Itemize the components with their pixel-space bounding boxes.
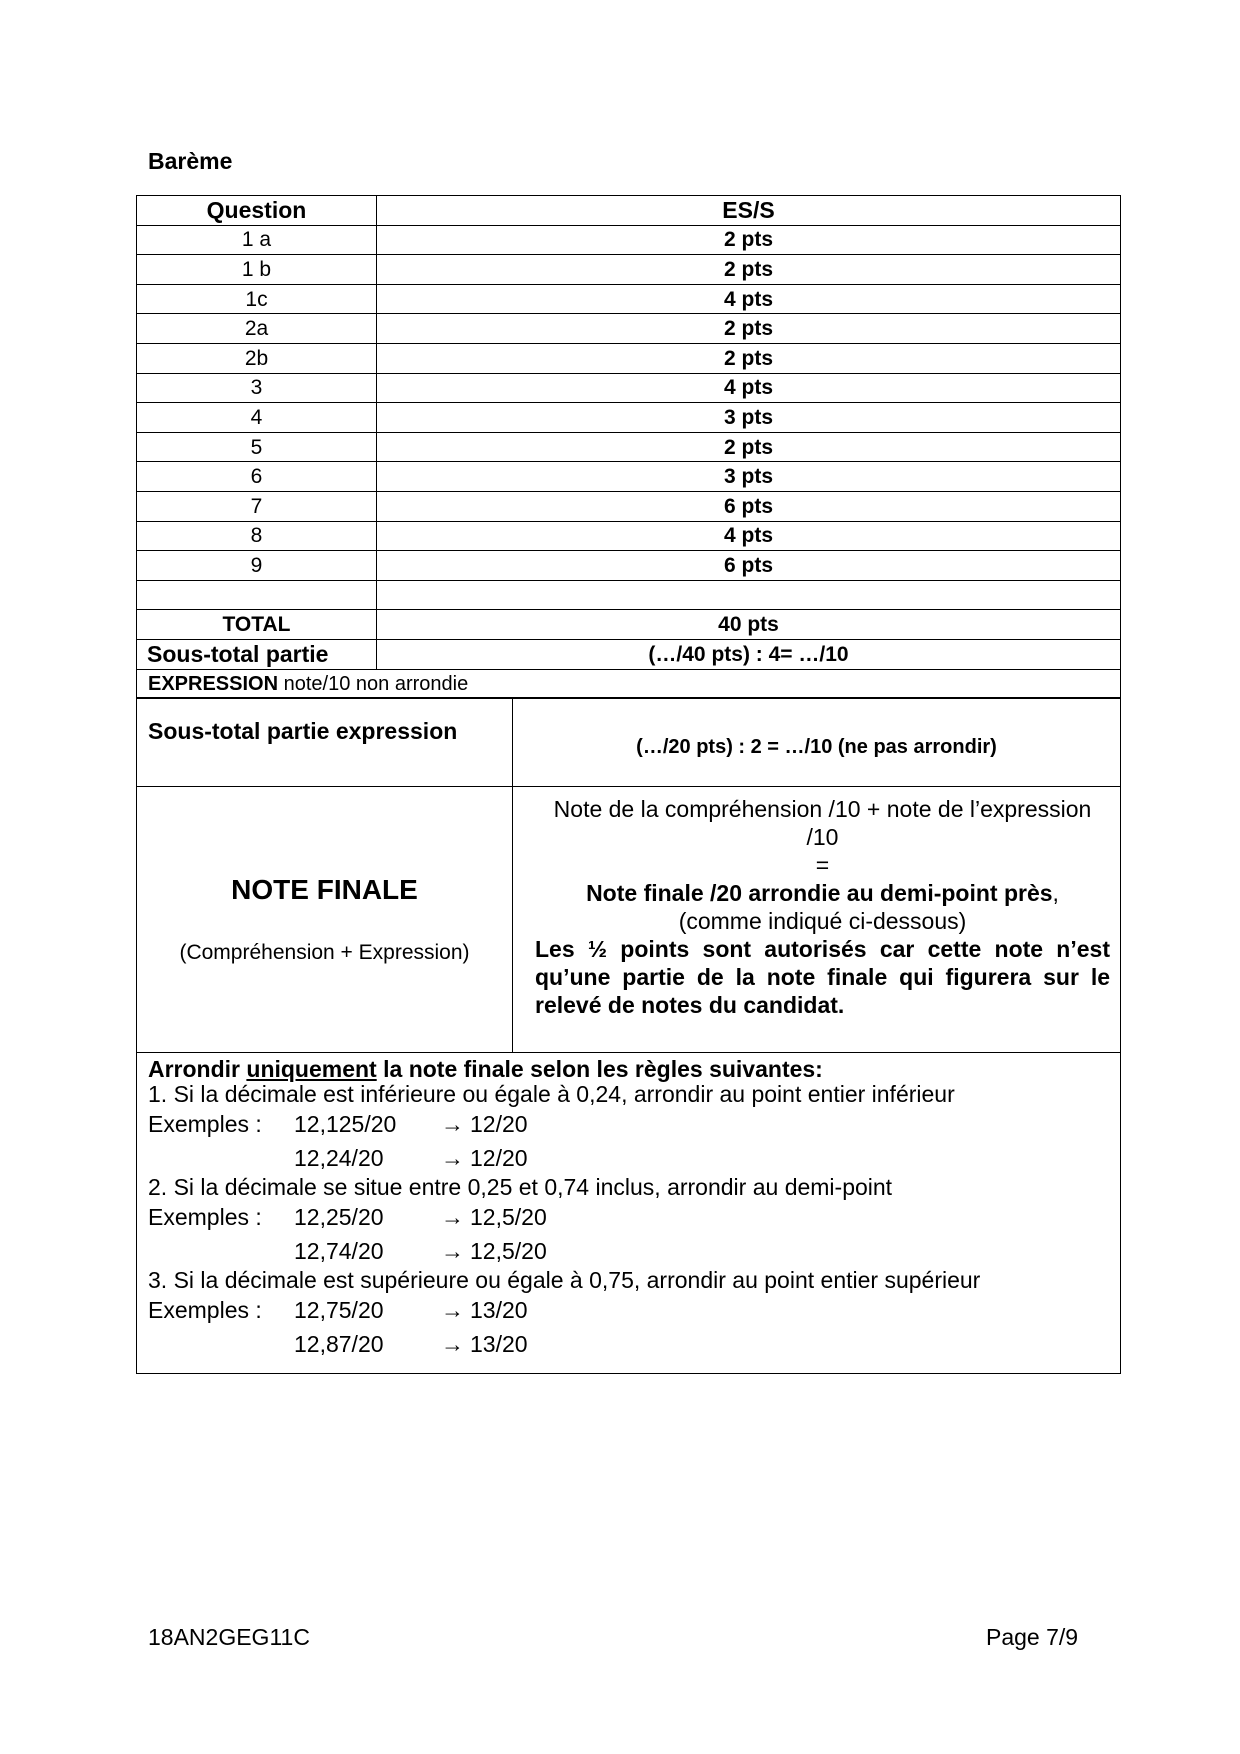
note-finale-line1: Note de la compréhension /10 + note de l’expression /10 (553, 796, 1092, 850)
table-row (137, 373, 1121, 403)
example-line (148, 1141, 1120, 1175)
arrow-icon: → (441, 1297, 464, 1323)
table-row (137, 314, 1121, 344)
note-finale-line4: Les ½ points sont autorisés car cette note n’est qu’une partie de la note finale qui figurera sur le relevé de notes du candidat. (535, 936, 1110, 1018)
points-cell: 2 pts (377, 314, 1121, 344)
example-to: 12,5/20 (470, 1204, 547, 1230)
table-row (137, 403, 1121, 433)
subtotal-row (137, 639, 1121, 669)
subtotal-label: Sous-total partie (137, 639, 377, 669)
table-row (137, 491, 1121, 521)
table-row (137, 225, 1121, 255)
rule-text: 3. Si la décimale est supérieure ou égale à 0,75, arrondir au point entier supérieur (148, 1267, 981, 1293)
example-line (148, 1234, 1120, 1268)
example-to: 12/20 (470, 1111, 528, 1137)
example-from: 12,125/20 (294, 1111, 397, 1137)
points-cell: 2 pts (377, 432, 1121, 462)
points-cell: 4 pts (377, 521, 1121, 551)
note-finale-line2-tail: , (1052, 880, 1059, 906)
points-cell: 2 pts (377, 225, 1121, 255)
rounding-row (137, 1053, 1121, 1374)
note-finale-title: NOTE FINALE (231, 874, 418, 905)
points-cell: 3 pts (377, 403, 1121, 433)
example-from: 12,87/20 (294, 1331, 384, 1357)
table-row (137, 462, 1121, 492)
rule-text: 1. Si la décimale est inférieure ou égale à 0,24, arrondir au point entier inférieur (148, 1081, 955, 1107)
note-finale-line3: (comme indiqué ci-dessous) (678, 908, 967, 934)
example-from: 12,75/20 (294, 1297, 384, 1323)
example-to: 13/20 (470, 1297, 528, 1323)
total-row (137, 610, 1121, 640)
question-cell: 3 (137, 373, 377, 403)
rounding-heading-underlined: uniquement (246, 1056, 377, 1082)
table-header-row (137, 196, 1121, 226)
note-finale-equals: = (815, 852, 830, 878)
points-cell: 2 pts (377, 255, 1121, 285)
rounding-heading: Arrondir uniquement la note finale selon les règles suivantes: (148, 1056, 823, 1082)
example-line (148, 1293, 1120, 1327)
points-cell: 4 pts (377, 373, 1121, 403)
expression-text: note/10 non arrondie (278, 672, 469, 695)
expression-subtotal-formula: (…/20 pts) : 2 = …/10 (ne pas arrondir) (513, 698, 1121, 787)
note-finale-cell (137, 787, 513, 1053)
arrow-icon: → (441, 1145, 464, 1171)
question-cell: 5 (137, 432, 377, 462)
rounding-rules (137, 1053, 1121, 1374)
expression-row (137, 669, 1121, 699)
note-finale-line2 (535, 879, 1110, 907)
question-cell: 1 b (137, 255, 377, 285)
page-number: Page 7/9 (986, 1624, 1079, 1650)
note-finale-row (137, 787, 1121, 1053)
total-label: TOTAL (137, 610, 377, 640)
example-from: 12,24/20 (294, 1145, 384, 1171)
example-from: 12,74/20 (294, 1238, 384, 1264)
question-cell: 8 (137, 521, 377, 551)
points-cell: 6 pts (377, 551, 1121, 581)
expression-label: EXPRESSION (148, 672, 279, 695)
table-row (137, 551, 1121, 581)
question-cell: 2a (137, 314, 377, 344)
examples-label: Exemples : (148, 1297, 262, 1323)
example-from: 12,25/20 (294, 1204, 384, 1230)
question-cell: 6 (137, 462, 377, 492)
document-code: 18AN2GEG11C (148, 1624, 310, 1650)
note-finale-subtitle: (Compréhension + Expression) (179, 941, 470, 964)
arrow-icon: → (441, 1238, 464, 1264)
example-to: 12,5/20 (470, 1238, 547, 1264)
question-cell: 1c (137, 284, 377, 314)
bareme-table (136, 195, 1121, 699)
arrow-icon: → (441, 1331, 464, 1357)
example-to: 13/20 (470, 1331, 528, 1357)
question-cell: 2b (137, 343, 377, 373)
empty-row (137, 580, 1121, 610)
note-finale-line2-bold: Note finale /20 arrondie au demi-point près (586, 880, 1053, 906)
examples-label: Exemples : (148, 1204, 262, 1230)
table-row (137, 432, 1121, 462)
points-cell: 6 pts (377, 491, 1121, 521)
header-value: ES/S (377, 196, 1121, 226)
rule-text: 2. Si la décimale se situe entre 0,25 et 0,74 inclus, arrondir au demi-point (148, 1174, 893, 1200)
question-cell: 1 a (137, 225, 377, 255)
question-cell: 4 (137, 403, 377, 433)
arrow-icon: → (441, 1204, 464, 1230)
example-line (148, 1107, 1120, 1141)
page-title: Barème (148, 148, 233, 174)
table-row (137, 521, 1121, 551)
total-value: 40 pts (377, 610, 1121, 640)
points-cell: 2 pts (377, 343, 1121, 373)
table-row (137, 343, 1121, 373)
examples-label: Exemples : (148, 1111, 262, 1137)
expression-cell (137, 669, 1121, 699)
final-table (136, 697, 1121, 1374)
expression-subtotal-label: Sous-total partie expression (137, 698, 513, 787)
question-cell: 9 (137, 551, 377, 581)
subtotal-value: (…/40 pts) : 4= …/10 (377, 639, 1121, 669)
header-question: Question (137, 196, 377, 226)
arrow-icon: → (441, 1111, 464, 1137)
example-line (148, 1327, 1120, 1361)
table-row (137, 284, 1121, 314)
question-cell: 7 (137, 491, 377, 521)
example-line (148, 1200, 1120, 1234)
points-cell: 3 pts (377, 462, 1121, 492)
table-row (137, 255, 1121, 285)
points-cell: 4 pts (377, 284, 1121, 314)
example-to: 12/20 (470, 1145, 528, 1171)
expression-subtotal-row (137, 698, 1121, 787)
note-finale-description (513, 787, 1121, 1053)
